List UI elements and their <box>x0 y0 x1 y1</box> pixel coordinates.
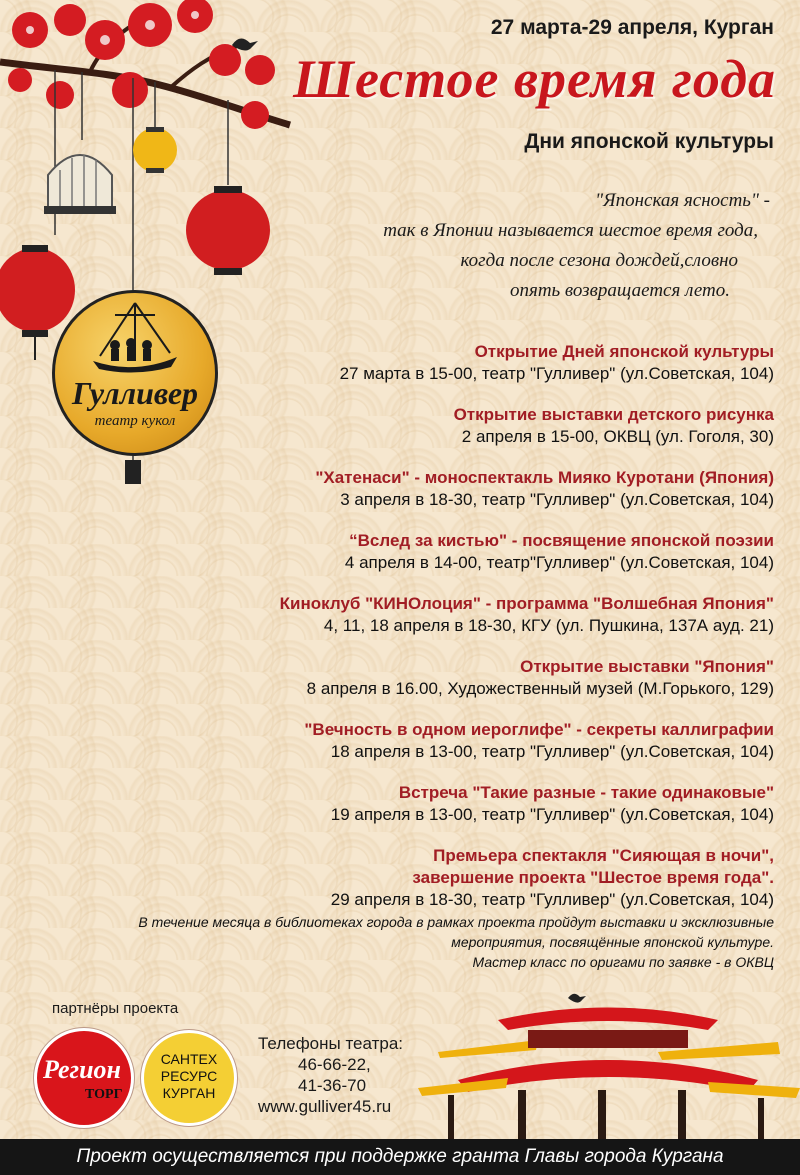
region-torg-logo <box>34 1028 134 1128</box>
region-logo-subtext: ТОРГ <box>85 1087 123 1102</box>
events-list <box>214 341 774 930</box>
santeh-logo-line: САНТЕХ <box>160 1051 218 1067</box>
event-item <box>214 404 774 448</box>
event-title: Открытие Дней японской культуры <box>474 342 774 361</box>
quote-block <box>290 186 770 306</box>
event-item <box>214 845 774 911</box>
santeh-logo-line: РЕСУРС <box>160 1068 218 1084</box>
quote-line: так в Японии называется шестое время года, <box>383 220 758 241</box>
event-item <box>214 593 774 637</box>
event-detail: 3 апреля в 18-30, театр "Гулливер" (ул.Советская, 104) <box>340 490 774 509</box>
event-title: Киноклуб "КИНОлоция" - программа "Волшебная Япония" <box>279 594 774 613</box>
event-title: Открытие выставки "Япония" <box>520 657 774 676</box>
contacts-block <box>258 1033 403 1117</box>
footer-text: Проект осуществляется при поддержке гранта Главы города Кургана <box>76 1146 724 1167</box>
santeh-logo-line: КУРГАН <box>162 1085 216 1101</box>
phones-label: Телефоны театра: <box>258 1034 404 1053</box>
event-dates-location: 27 марта-29 апреля, Курган <box>490 16 774 39</box>
note-line: Мастер класс по оригами по заявке - в ОКВЦ <box>472 954 774 970</box>
event-detail: 27 марта в 15-00, театр "Гулливер" (ул.Советская, 104) <box>339 364 774 383</box>
website-link[interactable]: www.gulliver45.ru <box>258 1097 392 1116</box>
quote-line: "Японская ясность" - <box>595 190 770 211</box>
quote-line: когда после сезона дождей,словно <box>460 250 738 271</box>
event-item <box>214 341 774 385</box>
event-detail: 2 апреля в 15-00, ОКВЦ (ул. Гоголя, 30) <box>461 427 774 446</box>
event-item <box>214 782 774 826</box>
event-title: “Вслед за кистью" - посвящение японской поэзии <box>349 531 774 550</box>
phone-number: 41-36-70 <box>298 1076 367 1095</box>
event-title: "Вечность в одном иероглифе" - секреты каллиграфии <box>304 720 774 739</box>
note-line: В течение месяца в библиотеках города в рамках проекта пройдут выставки и эксклюзивные <box>138 914 774 930</box>
region-logo-text: Регион <box>43 1055 121 1084</box>
event-item <box>214 656 774 700</box>
event-title: "Хатенаси" - моноспектакль Мияко Куротани (Япония) <box>315 468 774 487</box>
event-item <box>214 467 774 511</box>
note-line: мероприятия, посвящённые японской культуре. <box>451 934 774 950</box>
quote-line: опять возвращается лето. <box>509 280 730 301</box>
event-detail: 4 апреля в 14-00, театр"Гулливер" (ул.Советская, 104) <box>344 553 774 572</box>
event-detail: 8 апреля в 16.00, Художественный музей (М.Горького, 129) <box>306 679 774 698</box>
santeh-resurs-logo <box>141 1030 237 1126</box>
page-subtitle: Дни японской культуры <box>524 130 774 153</box>
event-title: Встреча "Такие разные - такие одинаковые" <box>398 783 774 802</box>
additional-info-note <box>14 912 774 972</box>
gulliver-theatre-logo <box>52 290 218 456</box>
event-detail: 18 апреля в 13-00, театр "Гулливер" (ул.Советская, 104) <box>330 742 774 761</box>
pagoda-illustration <box>418 990 800 1140</box>
ship-icon <box>85 301 185 375</box>
event-title-continued: завершение проекта "Шестое время года". <box>412 868 774 887</box>
event-item <box>214 719 774 763</box>
event-detail: 4, 11, 18 апреля в 18-30, КГУ (ул. Пушкина, 137А ауд. 21) <box>323 616 774 635</box>
event-title: Открытие выставки детского рисунка <box>453 405 774 424</box>
event-title: Премьера спектакля "Сияющая в ночи", <box>433 846 774 865</box>
phone-number: 46-66-22, <box>298 1055 371 1074</box>
logo-name: Гулливер <box>71 375 199 411</box>
page-title: Шестое время года <box>293 49 776 109</box>
footer-bar <box>0 1139 800 1175</box>
event-item <box>214 530 774 574</box>
logo-subtitle: театр кукол <box>94 413 176 429</box>
event-detail: 19 апреля в 13-00, театр "Гулливер" (ул.Советская, 104) <box>330 805 774 824</box>
partners-label: партнёры проекта <box>52 1000 179 1017</box>
event-detail: 29 апреля в 18-30, театр "Гулливер" (ул.Советская, 104) <box>330 890 774 909</box>
